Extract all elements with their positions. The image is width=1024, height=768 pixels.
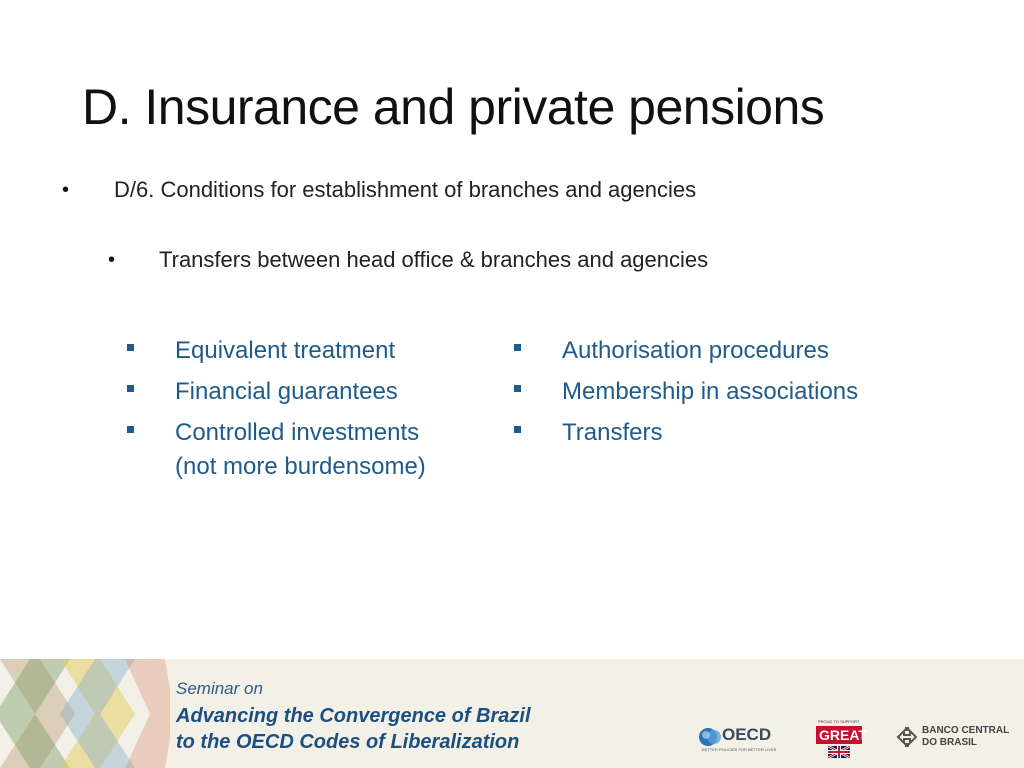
bullet-level1: • <box>62 179 70 201</box>
right-item-authorisation-procedures: Authorisation procedures <box>562 337 829 364</box>
left-item-financial-guarantees: Financial guarantees <box>175 378 398 405</box>
banco-central-line1: BANCO CENTRAL <box>922 725 1010 736</box>
slide-title: D. Insurance and private pensions <box>82 79 825 135</box>
square-bullet-icon <box>127 385 134 392</box>
left-item-not-more-burdensome: (not more burdensome) <box>175 453 426 480</box>
oecd-logo <box>698 725 788 755</box>
left-item-equivalent-treatment: Equivalent treatment <box>175 337 396 364</box>
great-badge <box>816 726 867 744</box>
oecd-globe-icon <box>698 727 724 747</box>
great-logo <box>814 719 866 759</box>
right-item-transfers: Transfers <box>562 419 663 446</box>
level1-text: D/6. Conditions for establishment of branches and agencies <box>114 177 697 202</box>
square-bullet-icon <box>127 426 134 433</box>
seminar-label: Seminar on <box>176 679 263 698</box>
banco-central-line2: DO BRASIL <box>922 737 977 748</box>
seminar-title-line1: Advancing the Convergence of Brazil <box>176 705 531 727</box>
banco-central-logo <box>896 723 1010 753</box>
great-wordmark: GREAT <box>819 727 867 743</box>
right-item-membership: Membership in associations <box>562 378 859 405</box>
oecd-wordmark: OECD <box>722 725 772 744</box>
seminar-title-line2: to the OECD Codes of Liberalization <box>176 731 520 753</box>
square-bullet-icon <box>514 385 521 392</box>
left-item-controlled-investments: Controlled investments <box>175 419 420 446</box>
banco-central-emblem-icon <box>896 725 918 749</box>
great-tagline: PROUD TO SUPPORT <box>818 719 860 724</box>
oecd-tagline: BETTER POLICIES FOR BETTER LIVES <box>702 747 777 752</box>
level2-text: Transfers between head office & branches and agencies <box>159 247 709 272</box>
union-flag-icon <box>828 746 850 758</box>
decorative-pattern-icon <box>0 659 170 768</box>
square-bullet-icon <box>514 344 521 351</box>
footer-banner <box>0 659 1024 768</box>
square-bullet-icon <box>127 344 134 351</box>
square-bullet-icon <box>514 426 521 433</box>
bullet-level2: • <box>108 249 116 271</box>
